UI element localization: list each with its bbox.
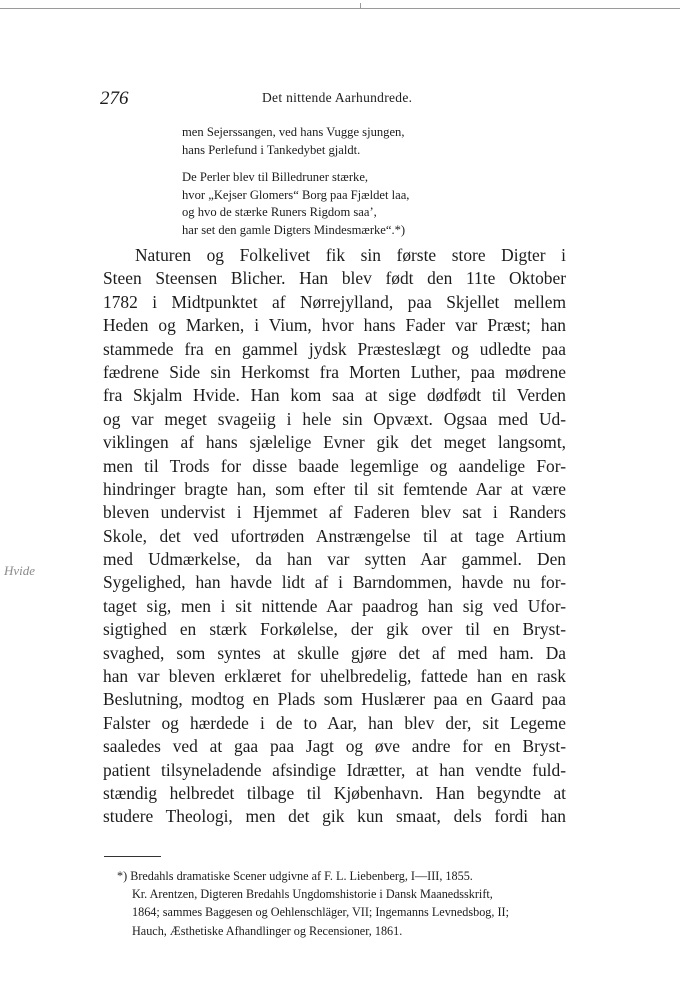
footnote-line: Kr. Arentzen, Digteren Bredahls Ungdomshistorie i Dansk Maanedsskrift, [132,887,493,902]
body-line: men til Trods for disse baade legemlige og aandelige For- [103,455,566,476]
body-line: han var bleven erklæret for uhelbredelig, fattede han en rask [103,666,566,687]
page-number: 276 [100,88,129,109]
body-line: bleven undervist i Hjemmet af Faderen blev sat i Randers [103,502,566,523]
body-line: Heden og Marken, i Vium, hvor hans Fader var Præst; han [103,315,566,336]
running-title: Det nittende Aarhundrede. [262,90,413,105]
body-line: Beslutning, modtog en Plads som Huslærer paa en Gaard paa [103,689,566,710]
poem-stanza-2 [182,169,409,239]
footnote-line: Hauch, Æsthetiske Afhandlinger og Recensioner, 1861. [132,923,403,938]
body-line: og var meget svageiig i hele sin Opvæxt. Ogsaa med Ud- [103,408,566,429]
handwritten-margin-note: Hvide [4,563,36,578]
footnote-divider [104,856,161,857]
poem-stanza-1 [182,124,405,159]
body-line: hindringer bragte han, som efter til sit femtende Aar at være [103,478,566,499]
body-line: viklingen af hans sjælelige Evner gik det meget langsomt, [103,432,566,453]
body-line: studere Theologi, men det gik kun smaat, dels fordi han [103,806,566,827]
body-line: Sygelighed, han havde lidt af i Barndommen, havde nu for- [103,572,566,593]
body-line: fra Skjalm Hvide. Han kom saa at sige dødfødt til Verden [103,385,566,406]
body-line: Falster og hærdede i de to Aar, han blev der, sit Legeme [103,712,566,733]
body-line: fædrene Side sin Herkomst fra Morten Luther, paa mødrene [103,361,566,382]
footnote-line: *) Bredahls dramatiske Scener udgivne af F. L. Liebenberg, I—III, 1855. [117,869,473,883]
body-line: 1782 i Midtpunktet af Nørrejylland, paa Skjellet mellem [103,291,566,312]
poem-line: men Sejerssangen, ved hans Vugge sjungen, [182,125,405,139]
poem-line: og hvo de stærke Runers Rigdom saa’, [182,205,377,219]
body-line: med Udmærkelse, da han var sytten Aar gammel. Den [103,549,566,570]
body-paragraph [103,244,566,829]
top-edge-tick [360,3,361,9]
body-line: sigtighed en stærk Forkølelse, der gik over til en Bryst- [103,619,566,640]
body-line: svaghed, som syntes at skulle gjøre det af med ham. Da [103,642,566,663]
body-line: Skole, det ved ufortrøden Anstrængelse til at tage Artium [103,525,566,546]
poem-line: hans Perlefund i Tankedybet gjaldt. [182,142,361,157]
body-line: saaledes ved at gaa paa Jagt og øve andre for en Bryst- [103,736,566,757]
body-line: patient tilsyneladende afsindige Idrætter, at han vendte fuld- [103,759,566,780]
body-line: stændig helbredet tilbage til Kjøbenhavn. Han begyndte at [103,782,566,803]
body-line: Steen Steensen Blicher. Han blev født den 11te Oktober [103,268,566,289]
body-line: stammede fra en gammel jydsk Præsteslægt og udledte paa [103,338,566,359]
footnote-line: 1864; sammes Baggesen og Oehlenschläger, VII; Ingemanns Levnedsbog, II; [132,905,510,920]
poem-line: hvor „Kejser Glomers“ Borg paa Fjældet laa, [182,187,410,202]
footnote [117,867,509,940]
top-edge-rule [0,8,680,9]
poem-line: har set den gamle Digters Mindesmærke“.*) [182,222,406,237]
poem-line: De Perler blev til Billedruner stærke, [182,170,369,184]
body-line: Naturen og Folkelivet fik sin første store Digter i [135,245,566,265]
body-line: taget sig, men i sit nittende Aar paadrog han sig ved Ufor- [103,595,566,616]
